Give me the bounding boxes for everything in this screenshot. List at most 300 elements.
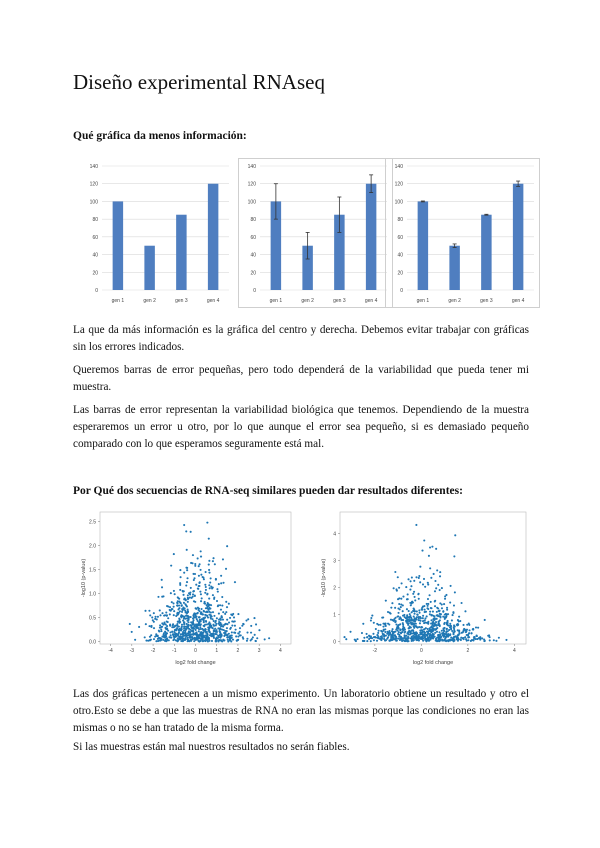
data-point: [191, 562, 193, 564]
data-point: [157, 616, 159, 618]
data-point: [434, 590, 436, 592]
data-point: [186, 605, 188, 607]
paragraph-more-information: La que da más información es la gráfica del centro y derecha. Debemos evitar trabajar con gráficas sin los errores indicados.: [73, 324, 529, 353]
data-point: [186, 577, 188, 579]
data-point: [408, 627, 410, 629]
data-point: [411, 601, 413, 603]
data-point: [208, 621, 210, 623]
data-point: [422, 615, 424, 617]
data-point: [209, 625, 211, 627]
data-point: [187, 638, 189, 640]
data-point: [446, 628, 448, 630]
y-tick-label: 1.0: [89, 591, 96, 598]
data-point: [174, 633, 176, 635]
data-point: [206, 614, 208, 616]
data-point: [438, 631, 440, 633]
data-point: [466, 634, 468, 636]
y-tick-label: 0: [253, 288, 256, 294]
volcano-plot-left: [80, 508, 295, 670]
data-point: [413, 639, 415, 641]
data-point: [428, 636, 430, 638]
data-point: [368, 638, 370, 640]
data-point: [205, 571, 207, 573]
data-point: [468, 636, 470, 638]
data-point: [441, 603, 443, 605]
data-point: [402, 596, 404, 598]
data-point: [427, 605, 429, 607]
data-point: [199, 626, 201, 628]
data-point: [187, 597, 189, 599]
data-point: [204, 592, 206, 594]
data-point: [414, 621, 416, 623]
data-point: [439, 575, 441, 577]
data-point: [208, 584, 210, 586]
data-point: [219, 604, 221, 606]
data-point: [397, 638, 399, 640]
data-point: [434, 600, 436, 602]
data-point: [436, 637, 438, 639]
data-point: [208, 605, 210, 607]
data-point: [190, 626, 192, 628]
data-point: [399, 623, 401, 625]
y-tick-label: 20: [250, 270, 256, 277]
data-point: [183, 615, 185, 617]
data-point: [202, 577, 204, 579]
data-point: [131, 631, 133, 633]
data-point: [161, 596, 163, 598]
data-point: [208, 564, 210, 566]
data-point: [443, 639, 445, 641]
data-point: [422, 620, 424, 622]
data-point: [157, 638, 159, 640]
data-point: [397, 612, 399, 614]
data-point: [193, 577, 195, 579]
bar: [208, 184, 218, 290]
data-point: [173, 610, 175, 612]
data-point: [390, 607, 392, 609]
data-point: [200, 623, 202, 625]
data-point: [181, 626, 183, 628]
data-point: [179, 582, 181, 584]
data-point: [159, 627, 161, 629]
data-point: [246, 638, 248, 640]
data-point: [192, 614, 194, 616]
data-point: [488, 634, 490, 636]
y-tick-label: 0.5: [89, 615, 96, 622]
data-point: [268, 637, 270, 639]
x-tick-label: -3: [129, 648, 135, 654]
data-point: [198, 628, 200, 630]
data-point: [421, 609, 423, 611]
data-point: [439, 589, 441, 591]
data-point: [246, 631, 248, 633]
data-point: [453, 555, 455, 557]
data-point: [173, 553, 175, 555]
y-tick-label: 120: [89, 181, 98, 188]
data-point: [183, 623, 185, 625]
data-point: [430, 601, 432, 603]
data-point: [379, 624, 381, 626]
data-point: [408, 610, 410, 612]
data-point: [222, 626, 224, 628]
x-tick-label: 2: [466, 648, 470, 654]
y-tick-label: 120: [394, 181, 403, 188]
data-point: [163, 615, 165, 617]
data-point: [343, 636, 345, 638]
data-point: [391, 630, 393, 632]
data-point: [481, 637, 483, 639]
data-point: [466, 640, 468, 642]
data-point: [206, 607, 208, 609]
x-tick-label: gen 1: [111, 298, 125, 304]
data-point: [221, 616, 223, 618]
data-point: [372, 633, 374, 635]
data-point: [195, 615, 197, 617]
data-point: [484, 640, 486, 642]
data-point: [453, 624, 455, 626]
paragraph-biological-variability: Las barras de error representan la variabilidad biológica que tenemos. Dependiendo de la muestra esperaremos un error u otro, por lo que aunque el error sea pequeño, si es demasiado pequeño comparado con lo que esperamos seguramente está mal.: [73, 404, 529, 450]
data-point: [251, 638, 253, 640]
x-tick-label: -4: [108, 648, 113, 654]
data-point: [182, 631, 184, 633]
data-point: [195, 627, 197, 629]
data-point: [173, 606, 175, 608]
data-point: [408, 634, 410, 636]
data-point: [199, 616, 201, 618]
data-point: [198, 608, 200, 610]
data-point: [427, 628, 429, 630]
y-tick-label: 4: [333, 531, 336, 538]
data-point: [432, 637, 434, 639]
data-point: [175, 615, 177, 617]
data-point: [172, 602, 174, 604]
data-point: [417, 634, 419, 636]
data-point: [154, 636, 156, 638]
data-point: [192, 617, 194, 619]
data-point: [371, 637, 373, 639]
data-point: [409, 589, 411, 591]
data-point: [187, 608, 189, 610]
data-point: [199, 563, 201, 565]
data-point: [203, 625, 205, 627]
data-point: [185, 599, 187, 601]
data-point: [405, 586, 407, 588]
data-point: [382, 626, 384, 628]
data-point: [228, 633, 230, 635]
data-point: [401, 619, 403, 621]
data-point: [169, 613, 171, 615]
data-point: [208, 611, 210, 613]
y-tick-label: 1.5: [89, 567, 96, 574]
data-point: [179, 569, 181, 571]
data-point: [412, 632, 414, 634]
bar-chart-large-error-bars: [238, 158, 393, 308]
data-point: [415, 632, 417, 634]
data-point: [435, 587, 437, 589]
section-2-heading: Por Qué dos secuencias de RNA-seq similares pueden dar resultados diferentes:: [73, 485, 463, 497]
y-tick-label: 0: [333, 639, 336, 646]
data-point: [218, 613, 220, 615]
data-point: [441, 630, 443, 632]
data-point: [401, 629, 403, 631]
bar: [513, 184, 523, 290]
data-point: [213, 633, 215, 635]
data-point: [400, 598, 402, 600]
data-point: [419, 612, 421, 614]
data-point: [430, 619, 432, 621]
data-point: [422, 617, 424, 619]
data-point: [213, 636, 215, 638]
data-point: [138, 626, 140, 628]
data-point: [215, 578, 217, 580]
data-point: [405, 621, 407, 623]
data-point: [439, 571, 441, 573]
data-point: [231, 620, 233, 622]
data-point: [399, 635, 401, 637]
bar: [449, 246, 459, 290]
data-point: [213, 596, 215, 598]
data-point: [224, 623, 226, 625]
data-point: [404, 640, 406, 642]
data-point: [258, 629, 260, 631]
data-point: [407, 632, 409, 634]
data-point: [185, 530, 187, 532]
data-point: [447, 635, 449, 637]
data-point: [159, 624, 161, 626]
data-point: [465, 630, 467, 632]
data-point: [215, 638, 217, 640]
data-point: [169, 609, 171, 611]
x-axis-label: log2 fold change: [412, 660, 454, 666]
y-tick-label: 100: [247, 199, 256, 206]
data-point: [226, 634, 228, 636]
x-tick-label: gen 2: [301, 298, 314, 304]
data-point: [192, 593, 194, 595]
data-point: [210, 577, 212, 579]
data-point: [398, 618, 400, 620]
data-point: [190, 621, 192, 623]
data-point: [198, 621, 200, 623]
y-tick-label: 140: [394, 164, 403, 170]
data-point: [198, 575, 200, 577]
bar-chart-small-error-bars: [385, 158, 540, 308]
data-point: [160, 639, 162, 641]
data-point: [224, 630, 226, 632]
data-point: [180, 605, 182, 607]
data-point: [171, 608, 173, 610]
data-point: [165, 628, 167, 630]
x-tick-label: 3: [257, 648, 261, 654]
data-point: [407, 622, 409, 624]
data-point: [458, 634, 460, 636]
data-point: [407, 640, 409, 642]
data-point: [217, 591, 219, 593]
data-point: [219, 628, 221, 630]
data-point: [250, 625, 252, 627]
data-point: [176, 605, 178, 607]
data-point: [196, 638, 198, 640]
data-point: [226, 545, 228, 547]
data-point: [402, 615, 404, 617]
data-point: [446, 609, 448, 611]
data-point: [208, 598, 210, 600]
data-point: [427, 638, 429, 640]
data-point: [420, 627, 422, 629]
data-point: [210, 614, 212, 616]
x-tick-label: gen 1: [269, 298, 283, 304]
data-point: [418, 598, 420, 600]
paragraph-same-experiment: Las dos gráficas pertenecen a un mismo experimento. Un laboratorio obtiene un resultado y otro el otro.Esto se debe a que las muestras de RNA no eran las mismas porque las condiciones no eran las mismas o no se han tratado de la misma forma.: [73, 688, 529, 734]
x-tick-label: gen 2: [143, 298, 156, 304]
data-point: [426, 615, 428, 617]
data-point: [370, 617, 372, 619]
data-point: [422, 636, 424, 638]
data-point: [217, 640, 219, 642]
data-point: [193, 626, 195, 628]
data-point: [443, 603, 445, 605]
data-point: [390, 613, 392, 615]
data-point: [190, 587, 192, 589]
data-point: [453, 632, 455, 634]
data-point: [151, 616, 153, 618]
data-point: [166, 615, 168, 617]
data-point: [211, 640, 213, 642]
data-point: [434, 605, 436, 607]
y-tick-label: 140: [247, 164, 256, 170]
data-point: [413, 627, 415, 629]
data-point: [462, 624, 464, 626]
bar: [366, 184, 376, 290]
data-point: [430, 577, 432, 579]
data-point: [192, 554, 194, 556]
data-point: [225, 568, 227, 570]
data-point: [203, 578, 205, 580]
data-point: [416, 636, 418, 638]
data-point: [423, 578, 425, 580]
y-tick-label: 40: [250, 252, 256, 259]
data-point: [472, 639, 474, 641]
data-point: [422, 583, 424, 585]
data-point: [161, 626, 163, 628]
data-point: [468, 629, 470, 631]
bar: [176, 215, 186, 290]
data-point: [231, 614, 233, 616]
data-point: [203, 602, 205, 604]
data-point: [223, 635, 225, 637]
data-point: [189, 593, 191, 595]
data-point: [442, 634, 444, 636]
data-point: [239, 627, 241, 629]
data-point: [233, 616, 235, 618]
data-point: [419, 566, 421, 568]
data-point: [234, 625, 236, 627]
data-point: [198, 565, 200, 567]
data-point: [418, 575, 420, 577]
data-point: [214, 633, 216, 635]
data-point: [177, 613, 179, 615]
data-point: [415, 524, 417, 526]
data-point: [423, 539, 425, 541]
data-point: [398, 587, 400, 589]
data-point: [205, 586, 207, 588]
data-point: [402, 604, 404, 606]
y-tick-label: 80: [397, 217, 403, 224]
data-point: [392, 632, 394, 634]
x-tick-label: gen 3: [480, 298, 493, 304]
data-point: [185, 637, 187, 639]
data-point: [189, 596, 191, 598]
data-point: [181, 611, 183, 613]
data-point: [218, 619, 220, 621]
data-point: [181, 608, 183, 610]
data-point: [209, 581, 211, 583]
data-point: [427, 584, 429, 586]
x-tick-label: 1: [215, 648, 219, 654]
x-tick-label: gen 4: [206, 298, 220, 304]
data-point: [179, 589, 181, 591]
data-point: [208, 538, 210, 540]
data-point: [194, 594, 196, 596]
data-point: [161, 622, 163, 624]
x-tick-label: 2: [236, 648, 240, 654]
data-point: [165, 635, 167, 637]
data-point: [380, 630, 382, 632]
data-point: [436, 639, 438, 641]
data-point: [185, 618, 187, 620]
x-tick-label: 0: [419, 648, 423, 654]
data-point: [193, 590, 195, 592]
data-point: [449, 601, 451, 603]
data-point: [391, 602, 393, 604]
data-point: [255, 623, 257, 625]
data-point: [414, 613, 416, 615]
y-tick-label: 20: [397, 270, 403, 277]
data-point: [241, 625, 243, 627]
data-point: [458, 620, 460, 622]
data-point: [188, 625, 190, 627]
data-point: [213, 615, 215, 617]
data-point: [246, 640, 248, 642]
data-point: [174, 593, 176, 595]
y-tick-label: 40: [92, 252, 98, 259]
x-tick-label: gen 4: [364, 298, 378, 304]
data-point: [233, 632, 235, 634]
data-point: [161, 579, 163, 581]
data-point: [443, 623, 445, 625]
y-tick-label: 3: [333, 558, 336, 565]
data-point: [434, 580, 436, 582]
data-point: [207, 602, 209, 604]
data-point: [417, 614, 419, 616]
data-point: [203, 621, 205, 623]
data-point: [134, 639, 136, 641]
data-point: [202, 619, 204, 621]
data-point: [437, 584, 439, 586]
x-tick-label: gen 4: [511, 298, 525, 304]
data-point: [409, 619, 411, 621]
data-point: [431, 622, 433, 624]
data-point: [446, 607, 448, 609]
data-point: [427, 631, 429, 633]
x-tick-label: -1: [172, 648, 177, 654]
data-point: [399, 608, 401, 610]
data-point: [187, 610, 189, 612]
data-point: [451, 630, 453, 632]
x-tick-label: gen 2: [448, 298, 461, 304]
data-point: [212, 624, 214, 626]
data-point: [409, 613, 411, 615]
data-point: [216, 617, 218, 619]
